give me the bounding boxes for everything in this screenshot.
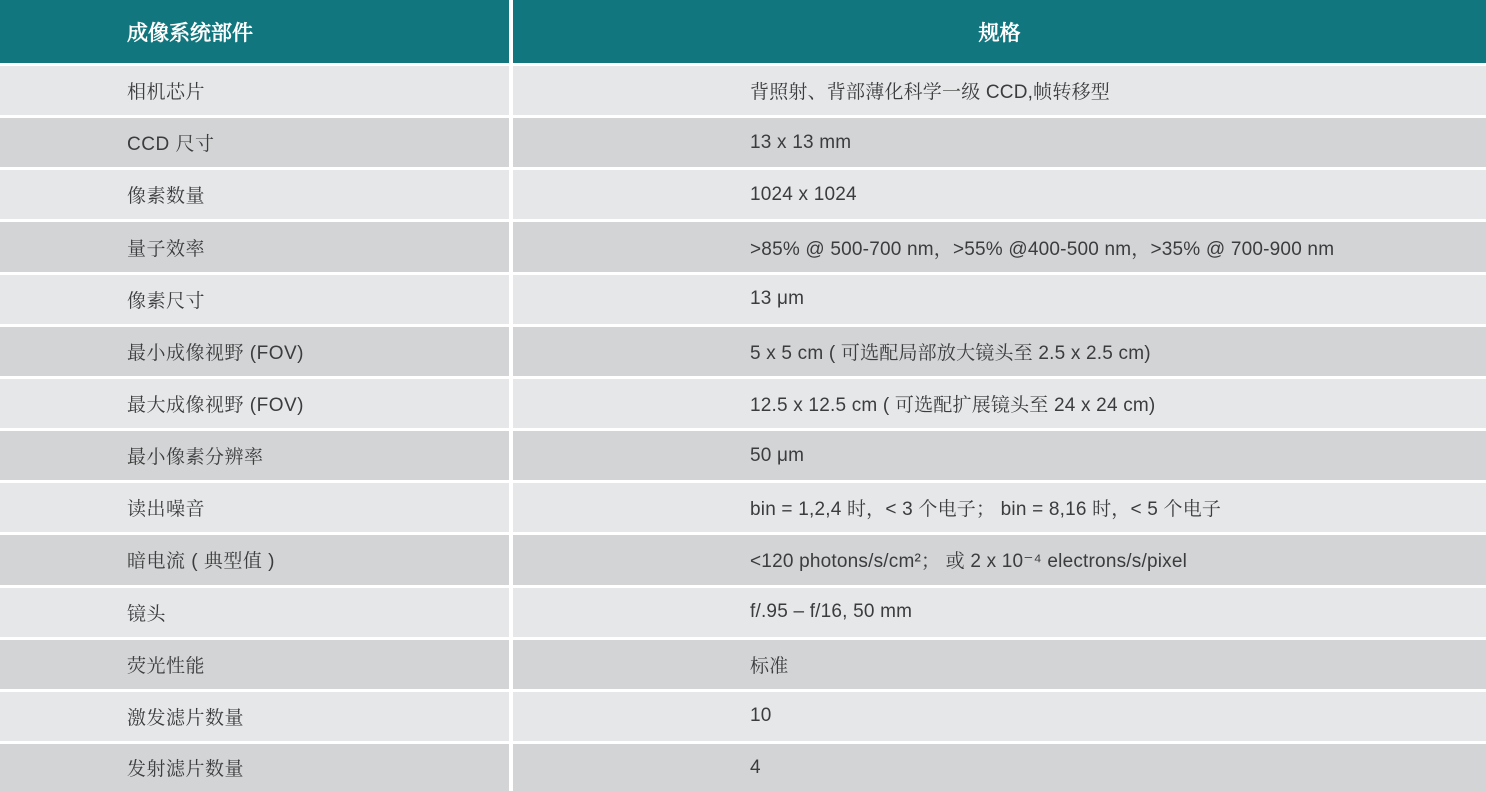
spec-label: 暗电流 ( 典型值 ): [0, 535, 513, 587]
spec-value: 5 x 5 cm ( 可选配局部放大镜头至 2.5 x 2.5 cm): [513, 327, 1486, 379]
table-row: [0, 483, 1486, 535]
spec-value: 50 μm: [513, 431, 1486, 483]
spec-label: 发射滤片数量: [0, 744, 513, 791]
table-row: [0, 640, 1486, 692]
spec-value: >85% @ 500-700 nm，>55% @400-500 nm，>35% @ 700-900 nm: [513, 222, 1486, 274]
spec-value: 13 μm: [513, 275, 1486, 327]
table-row: [0, 275, 1486, 327]
spec-label: CCD 尺寸: [0, 118, 513, 170]
spec-value: 13 x 13 mm: [513, 118, 1486, 170]
table-row: [0, 692, 1486, 744]
header-row: [0, 0, 1486, 66]
spec-value: 背照射、背部薄化科学一级 CCD,帧转移型: [513, 66, 1486, 118]
spec-label: 读出噪音: [0, 483, 513, 535]
spec-label: 最小成像视野 (FOV): [0, 327, 513, 379]
spec-label: 最大成像视野 (FOV): [0, 379, 513, 431]
spec-value: 4: [513, 744, 1486, 791]
header-spec: 规格: [513, 0, 1486, 66]
table-row: [0, 744, 1486, 791]
spec-label: 荧光性能: [0, 640, 513, 692]
spec-label: 镜头: [0, 588, 513, 640]
table-row: [0, 118, 1486, 170]
spec-label: 量子效率: [0, 222, 513, 274]
table-row: [0, 535, 1486, 587]
spec-value: 12.5 x 12.5 cm ( 可选配扩展镜头至 24 x 24 cm): [513, 379, 1486, 431]
spec-value: 10: [513, 692, 1486, 744]
spec-label: 像素尺寸: [0, 275, 513, 327]
spec-value: bin = 1,2,4 时，< 3 个电子； bin = 8,16 时，< 5 个电子: [513, 483, 1486, 535]
header-component: 成像系统部件: [0, 0, 513, 66]
spec-label: 像素数量: [0, 170, 513, 222]
table-row: [0, 66, 1486, 118]
spec-value: 1024 x 1024: [513, 170, 1486, 222]
spec-value: 标准: [513, 640, 1486, 692]
table-row: [0, 170, 1486, 222]
spec-value: <120 photons/s/cm²； 或 2 x 10⁻⁴ electrons/s/pixel: [513, 535, 1486, 587]
spec-label: 相机芯片: [0, 66, 513, 118]
table-row: [0, 588, 1486, 640]
table-body: [0, 66, 1486, 791]
table-row: [0, 431, 1486, 483]
spec-label: 最小像素分辨率: [0, 431, 513, 483]
table-header: [0, 0, 1486, 66]
spec-label: 激发滤片数量: [0, 692, 513, 744]
table-row: [0, 379, 1486, 431]
table-row: [0, 327, 1486, 379]
spec-value: f/.95 – f/16, 50 mm: [513, 588, 1486, 640]
table-row: [0, 222, 1486, 274]
